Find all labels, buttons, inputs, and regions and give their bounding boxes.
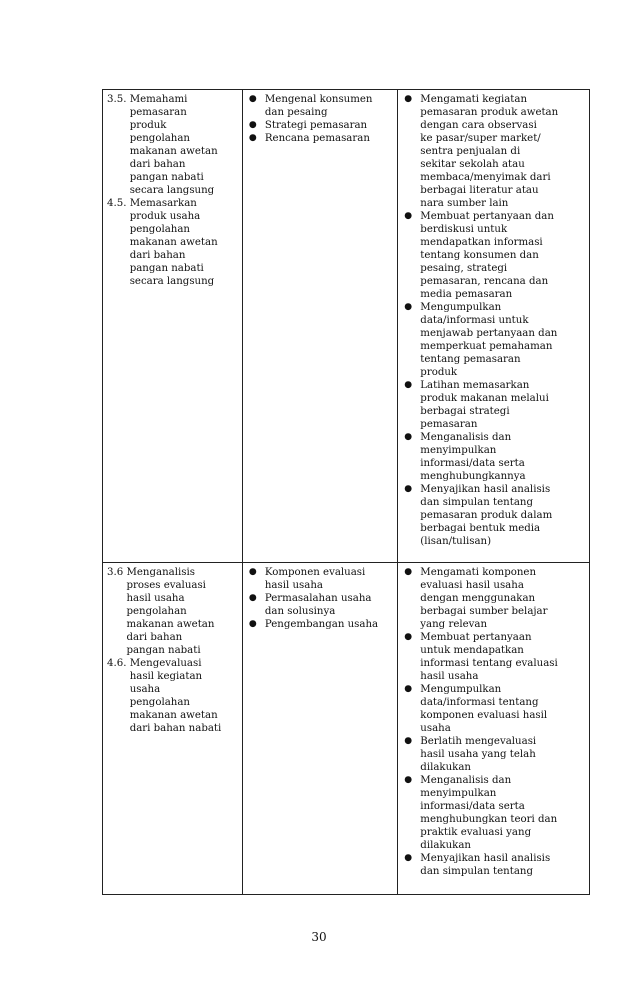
activity-text-line: pemasaran, rencana dan bbox=[420, 276, 549, 287]
activity-text-line: komponen evaluasi hasil bbox=[420, 710, 548, 721]
competency-text-line: produk usaha bbox=[129, 211, 201, 222]
page-number: 30 bbox=[311, 930, 327, 944]
activity-text-line: Mengamati kegiatan bbox=[420, 94, 528, 105]
activity-text-line: Membuat pertanyaan bbox=[420, 632, 532, 643]
activity-list-item bbox=[402, 683, 585, 735]
activity-text-line: sentra penjualan di bbox=[420, 146, 521, 157]
activity-text-line: informasi/data serta bbox=[420, 458, 525, 469]
table-row bbox=[103, 90, 590, 563]
activity-text-line: menjawab pertanyaan dan bbox=[420, 328, 558, 339]
material-cell bbox=[242, 563, 397, 895]
activity-text-line: dan simpulan tentang bbox=[420, 866, 533, 877]
bullet-icon: ● bbox=[404, 94, 413, 104]
activity-text-line: Latihan memasarkan bbox=[420, 380, 530, 391]
activity-list-item bbox=[402, 379, 585, 431]
competency-text-line: makanan awetan bbox=[129, 710, 218, 721]
competency-text-line: Memasarkan bbox=[129, 198, 197, 209]
competency-item bbox=[107, 566, 238, 657]
bullet-icon: ● bbox=[404, 432, 413, 442]
bullet-icon: ● bbox=[404, 853, 413, 863]
activity-text-line: produk bbox=[420, 367, 458, 378]
activity-text-line: Mengumpulkan bbox=[420, 302, 502, 313]
syllabus-table bbox=[102, 89, 590, 895]
competency-item bbox=[107, 93, 238, 197]
competency-text-line: makanan awetan bbox=[129, 237, 218, 248]
competency-text-line: pangan nabati bbox=[126, 645, 201, 656]
bullet-icon: ● bbox=[404, 775, 413, 785]
activity-cell bbox=[398, 563, 590, 895]
competency-text-line: usaha bbox=[129, 684, 161, 695]
activity-text-line: data/informasi untuk bbox=[420, 315, 529, 326]
competency-cell bbox=[103, 563, 243, 895]
material-text-line: Rencana pemasaran bbox=[264, 133, 370, 144]
activity-text-line: informasi tentang evaluasi bbox=[420, 658, 558, 669]
bullet-icon: ● bbox=[248, 94, 257, 104]
activity-text-line: Menganalisis dan bbox=[420, 775, 512, 786]
activity-text-line: nara sumber lain bbox=[420, 198, 509, 209]
competency-text-line: Mengevaluasi bbox=[129, 658, 202, 669]
activity-list bbox=[402, 566, 585, 878]
material-text-line: Komponen evaluasi bbox=[264, 567, 366, 578]
activity-text-line: Mengamati komponen bbox=[420, 567, 537, 578]
activity-text-line: berbagai bentuk media bbox=[420, 523, 541, 534]
activity-text-line: media pemasaran bbox=[420, 289, 513, 300]
material-list-item bbox=[247, 592, 393, 618]
activity-text-line: tentang konsumen dan bbox=[420, 250, 539, 261]
activity-text-line: berbagai literatur atau bbox=[420, 185, 539, 196]
bullet-icon: ● bbox=[404, 567, 413, 577]
activity-text-line: menyimpulkan bbox=[420, 445, 497, 456]
activity-text-line: membaca/menyimak dari bbox=[420, 172, 551, 183]
bullet-icon: ● bbox=[404, 632, 413, 642]
material-list-item bbox=[247, 93, 393, 119]
competency-item bbox=[107, 657, 238, 735]
competency-number: 3.6 bbox=[107, 567, 127, 578]
competency-text-line: pengolahan bbox=[129, 133, 190, 144]
activity-text-line: usaha bbox=[420, 723, 451, 734]
competency-text-line: pengolahan bbox=[129, 224, 190, 235]
material-text-line: dan pesaing bbox=[264, 107, 328, 118]
material-text-line: Strategi pemasaran bbox=[264, 120, 368, 131]
activity-text-line: yang relevan bbox=[420, 619, 488, 630]
material-text-line: dan solusinya bbox=[264, 606, 336, 617]
activity-text-line: mendapatkan informasi bbox=[420, 237, 543, 248]
activity-text-line: dilakukan bbox=[420, 840, 471, 851]
activity-text-line: menghubungkannya bbox=[420, 471, 526, 482]
activity-text-line: berdiskusi untuk bbox=[420, 224, 508, 235]
activity-text-line: hasil usaha yang telah bbox=[420, 749, 536, 760]
activity-list-item bbox=[402, 631, 585, 683]
activity-text-line: pemasaran bbox=[420, 419, 478, 430]
competency-text-line: Memahami bbox=[129, 94, 188, 105]
bullet-icon: ● bbox=[404, 302, 413, 312]
activity-text-line: sekitar sekolah atau bbox=[420, 159, 525, 170]
bullet-icon: ● bbox=[248, 120, 257, 130]
bullet-icon: ● bbox=[248, 593, 257, 603]
activity-list-item bbox=[402, 210, 585, 301]
competency-text-line: dari bahan nabati bbox=[129, 723, 222, 734]
table-row bbox=[103, 563, 590, 895]
activity-text-line: data/informasi tentang bbox=[420, 697, 539, 708]
material-cell bbox=[242, 90, 397, 563]
competency-text-line: produk bbox=[129, 120, 167, 131]
activity-text-line: dan simpulan tentang bbox=[420, 497, 533, 508]
bullet-icon: ● bbox=[404, 736, 413, 746]
material-list-item bbox=[247, 119, 393, 132]
competency-text-line: dari bahan bbox=[129, 159, 186, 170]
competency-text-line: dari bahan bbox=[129, 250, 186, 261]
competency-text-line: pangan nabati bbox=[129, 263, 204, 274]
activity-text-line: praktik evaluasi yang bbox=[420, 827, 532, 838]
material-list bbox=[247, 93, 393, 145]
bullet-icon: ● bbox=[404, 684, 413, 694]
competency-text-line: dari bahan bbox=[126, 632, 183, 643]
activity-text-line: menghubungkan teori dan bbox=[420, 814, 558, 825]
activity-text-line: Menyajikan hasil analisis bbox=[420, 484, 551, 495]
competency-number: 3.5. bbox=[107, 94, 130, 105]
activity-text-line: berbagai sumber belajar bbox=[420, 606, 548, 617]
competency-item bbox=[107, 197, 238, 288]
bullet-icon: ● bbox=[248, 567, 257, 577]
material-list bbox=[247, 566, 393, 631]
activity-text-line: informasi/data serta bbox=[420, 801, 525, 812]
activity-text-line: evaluasi hasil usaha bbox=[420, 580, 524, 591]
activity-text-line: pemasaran produk awetan bbox=[420, 107, 559, 118]
competency-text-line: makanan awetan bbox=[126, 619, 215, 630]
activity-list-item bbox=[402, 301, 585, 379]
activity-text-line: dilakukan bbox=[420, 762, 471, 773]
competency-text-line: secara langsung bbox=[129, 276, 215, 287]
activity-text-line: tentang pemasaran bbox=[420, 354, 521, 365]
material-list-item bbox=[247, 618, 393, 631]
activity-text-line: produk makanan melalui bbox=[420, 393, 549, 404]
activity-text-line: pemasaran produk dalam bbox=[420, 510, 553, 521]
activity-text-line: Menganalisis dan bbox=[420, 432, 512, 443]
activity-list-item bbox=[402, 735, 585, 774]
activity-text-line: ke pasar/super market/ bbox=[420, 133, 541, 144]
competency-cell bbox=[103, 90, 243, 563]
competency-text-line: proses evaluasi bbox=[126, 580, 206, 591]
activity-text-line: dengan cara observasi bbox=[420, 120, 537, 131]
activity-text-line: Menyajikan hasil analisis bbox=[420, 853, 551, 864]
activity-cell bbox=[398, 90, 590, 563]
material-text-line: Pengembangan usaha bbox=[264, 619, 379, 630]
bullet-icon: ● bbox=[248, 619, 257, 629]
activity-text-line: Berlatih mengevaluasi bbox=[420, 736, 537, 747]
activity-text-line: pesaing, strategi bbox=[420, 263, 508, 274]
activity-list-item bbox=[402, 483, 585, 548]
activity-text-line: untuk mendapatkan bbox=[420, 645, 524, 656]
activity-text-line: Membuat pertanyaan dan bbox=[420, 211, 554, 222]
competency-text-line: pangan nabati bbox=[129, 172, 204, 183]
material-text-line: hasil usaha bbox=[264, 580, 323, 591]
competency-text-line: pengolahan bbox=[129, 697, 190, 708]
activity-list-item bbox=[402, 431, 585, 483]
competency-number: 4.6. bbox=[107, 658, 130, 669]
competency-text-line: secara langsung bbox=[129, 185, 215, 196]
competency-text-line: Menganalisis bbox=[126, 567, 195, 578]
competency-text-line: hasil kegiatan bbox=[129, 671, 203, 682]
competency-text-line: pengolahan bbox=[126, 606, 187, 617]
competency-text-line: hasil usaha bbox=[126, 593, 185, 604]
bullet-icon: ● bbox=[404, 484, 413, 494]
activity-list bbox=[402, 93, 585, 548]
activity-list-item bbox=[402, 93, 585, 210]
material-list-item bbox=[247, 566, 393, 592]
bullet-icon: ● bbox=[404, 211, 413, 221]
bullet-icon: ● bbox=[404, 380, 413, 390]
activity-list-item bbox=[402, 852, 585, 878]
material-list-item bbox=[247, 132, 393, 145]
competency-text-line: makanan awetan bbox=[129, 146, 218, 157]
activity-text-line: hasil usaha bbox=[420, 671, 479, 682]
activity-list-item bbox=[402, 566, 585, 631]
activity-list-item bbox=[402, 774, 585, 852]
material-text-line: Permasalahan usaha bbox=[264, 593, 372, 604]
competency-text-line: pemasaran bbox=[129, 107, 187, 118]
material-text-line: Mengenal konsumen bbox=[264, 94, 373, 105]
activity-text-line: dengan menggunakan bbox=[420, 593, 536, 604]
activity-text-line: menyimpulkan bbox=[420, 788, 497, 799]
bullet-icon: ● bbox=[248, 133, 257, 143]
activity-text-line: (lisan/tulisan) bbox=[420, 536, 492, 547]
competency-number: 4.5. bbox=[107, 198, 130, 209]
activity-text-line: memperkuat pemahaman bbox=[420, 341, 553, 352]
activity-text-line: Mengumpulkan bbox=[420, 684, 502, 695]
activity-text-line: berbagai strategi bbox=[420, 406, 510, 417]
